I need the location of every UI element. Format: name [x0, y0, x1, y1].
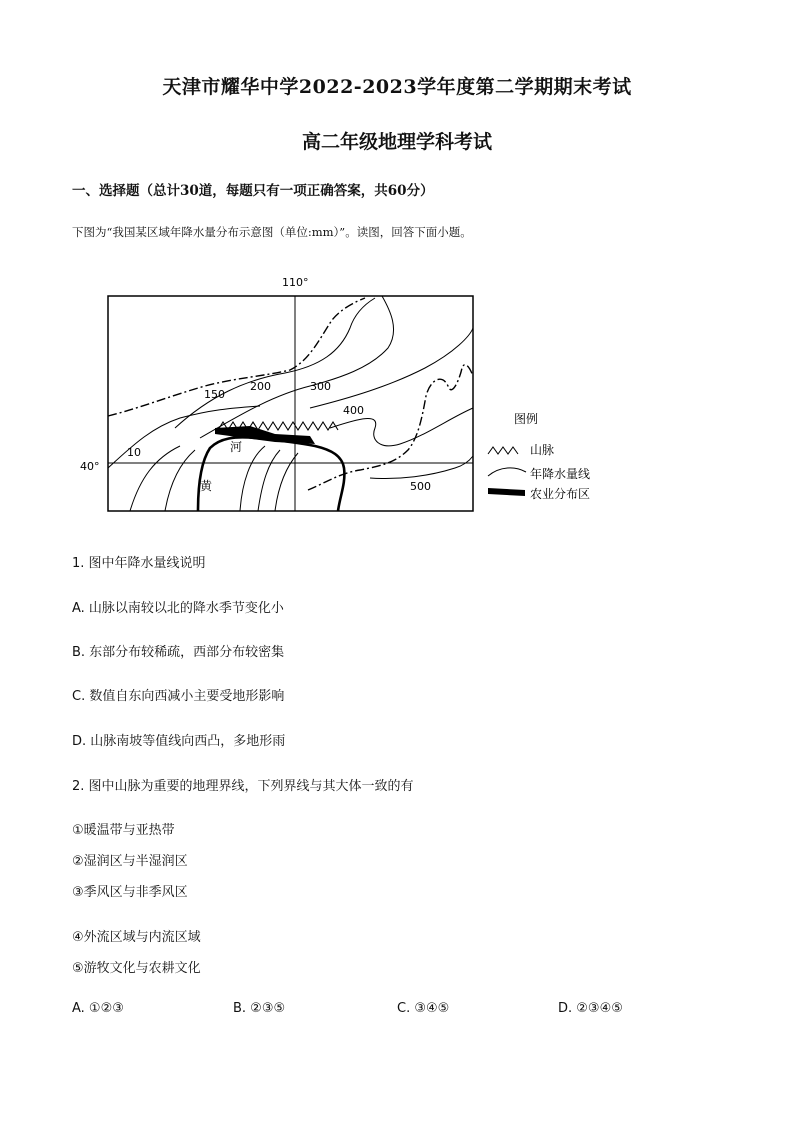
question-2-statement: ⑤游牧文化与农耕文化: [72, 961, 201, 976]
question-2-option-c[interactable]: C. ③④⑤: [397, 1001, 450, 1016]
exam-subtitle: 高二年级地理学科考试: [301, 131, 492, 153]
legend-item: 山脉: [530, 443, 555, 457]
map-frame: [108, 296, 473, 511]
longitude-label: 110°: [282, 276, 309, 289]
isoline: [240, 446, 265, 511]
precipitation-map: [70, 268, 630, 518]
section-heading: 一、选择题（总计30道，每题只有一项正确答案，共60分）: [72, 183, 434, 199]
legend-item: 农业分布区: [530, 487, 591, 501]
isoline: [370, 456, 473, 479]
agriculture-legend-icon: [488, 488, 525, 496]
latitude-label: 40°: [80, 460, 100, 473]
question-2-option-b[interactable]: B. ②③⑤: [233, 1001, 286, 1016]
isoline-label: 150: [204, 388, 225, 401]
isoline: [165, 450, 195, 511]
legend-title: 图例: [514, 412, 539, 426]
exam-title: 天津市耀华中学2022-2023学年度第二学期期末考试: [162, 76, 632, 98]
isoline-label: 400: [343, 404, 364, 417]
question-intro: 下图为“我国某区域年降水量分布示意图（单位:mm）”。读图，回答下面小题。: [72, 225, 472, 239]
river-char: 黄: [200, 479, 213, 493]
isoline-label: 300: [310, 380, 331, 393]
question-2-option-a[interactable]: A. ①②③: [72, 1001, 124, 1016]
question-1-option-b[interactable]: B. 东部分布较稀疏，西部分布较密集: [72, 645, 285, 660]
question-2-stem: 2. 图中山脉为重要的地理界线，下列界线与其大体一致的有: [72, 779, 414, 794]
question-1-option-a[interactable]: A. 山脉以南较以北的降水季节变化小: [72, 601, 284, 616]
isoline-label: 500: [410, 480, 431, 493]
isoline-legend-icon: [488, 468, 526, 476]
river-char: 河: [230, 440, 243, 454]
legend-item: 年降水量线: [530, 467, 591, 481]
yellow-river: [198, 437, 344, 511]
question-2-statement: ③季风区与非季风区: [72, 885, 188, 900]
question-1-option-c[interactable]: C. 数值自东向西减小主要受地形影响: [72, 689, 285, 704]
isoline: [200, 296, 394, 438]
question-2-statement: ②湿润区与半湿润区: [72, 854, 188, 869]
question-2-statement: ④外流区域与内流区域: [72, 930, 201, 945]
question-2-statement: ①暖温带与亚热带: [72, 823, 175, 838]
question-1-stem: 1. 图中年降水量线说明: [72, 556, 206, 571]
question-1-option-d[interactable]: D. 山脉南坡等值线向西凸，多地形雨: [72, 734, 286, 749]
mountain-legend-icon: [488, 447, 518, 454]
isoline-label: 200: [250, 380, 271, 393]
isoline-label: 10: [127, 446, 141, 459]
question-2-option-d[interactable]: D. ②③④⑤: [558, 1001, 623, 1016]
